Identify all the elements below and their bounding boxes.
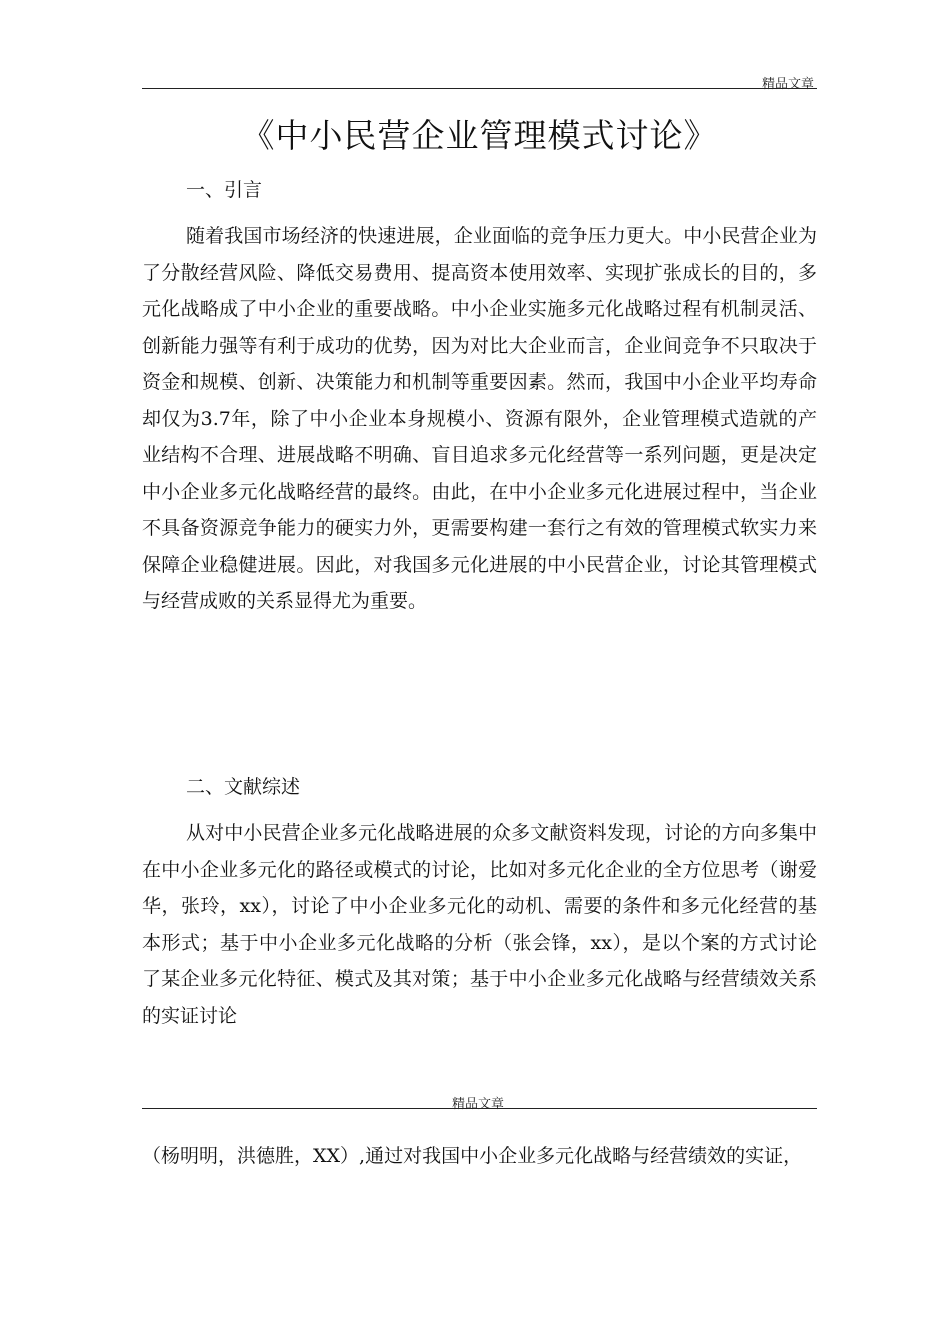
section-heading-introduction: 一、引言 [186,179,263,201]
section-paragraph-introduction: 随着我国市场经济的快速进展，企业面临的竞争压力更大。中小民营企业为了分散经营风险、降低交易费用、提高资本使用效率、实现扩张成长的目的，多元化战略成了中小企业的重要战略。中小企业实施多元化战略过程有机制灵活、创新能力强等有利于成功的优势，因为对比大企业而言，企业间竞争不只取决于资金和规模、创新、决策能力和机制等重要因素。然而，我国中小企业平均寿命却仅为3.7年，除了中小企业本身规模小、资源有限外，企业管理模式造就的产业结构不合理、进展战略不明确、盲目追求多元化经营等一系列问题，更是决定中小企业多元化战略经营的最终。由此，在中小企业多元化进展过程中，当企业不具备资源竞争能力的硬实力外，更需要构建一套行之有效的管理模式软实力来保障企业稳健进展。因此，对我国多元化进展的中小民营企业，讨论其管理模式与经营成败的关系显得尤为重要。 [142,225,817,612]
document-title: 《中小民营企业管理模式讨论》 [241,116,718,155]
section-heading-literature-review: 二、文献综述 [186,776,301,798]
header-rule [142,88,817,89]
page-footer-label: 精品文章 [452,1097,505,1112]
footer-rule [142,1108,817,1109]
page-header-label: 精品文章 [762,77,815,92]
next-page-continuation: （杨明明，洪德胜，XX）,通过对我国中小企业多元化战略与经营绩效的实证， [142,1145,803,1167]
section-paragraph-literature-review: 从对中小民营企业多元化战略进展的众多文献资料发现，讨论的方向多集中在中小企业多元化的路径或模式的讨论，比如对多元化企业的全方位思考（谢爱华，张玲，xx），讨论了中小企业多元化的动机、需要的条件和多元化经营的基本形式；基于中小企业多元化战略的分析（张会锋，xx），是以个案的方式讨论了某企业多元化特征、模式及其对策；基于中小企业多元化战略与经营绩效关系的实证讨论 [142,822,817,1027]
